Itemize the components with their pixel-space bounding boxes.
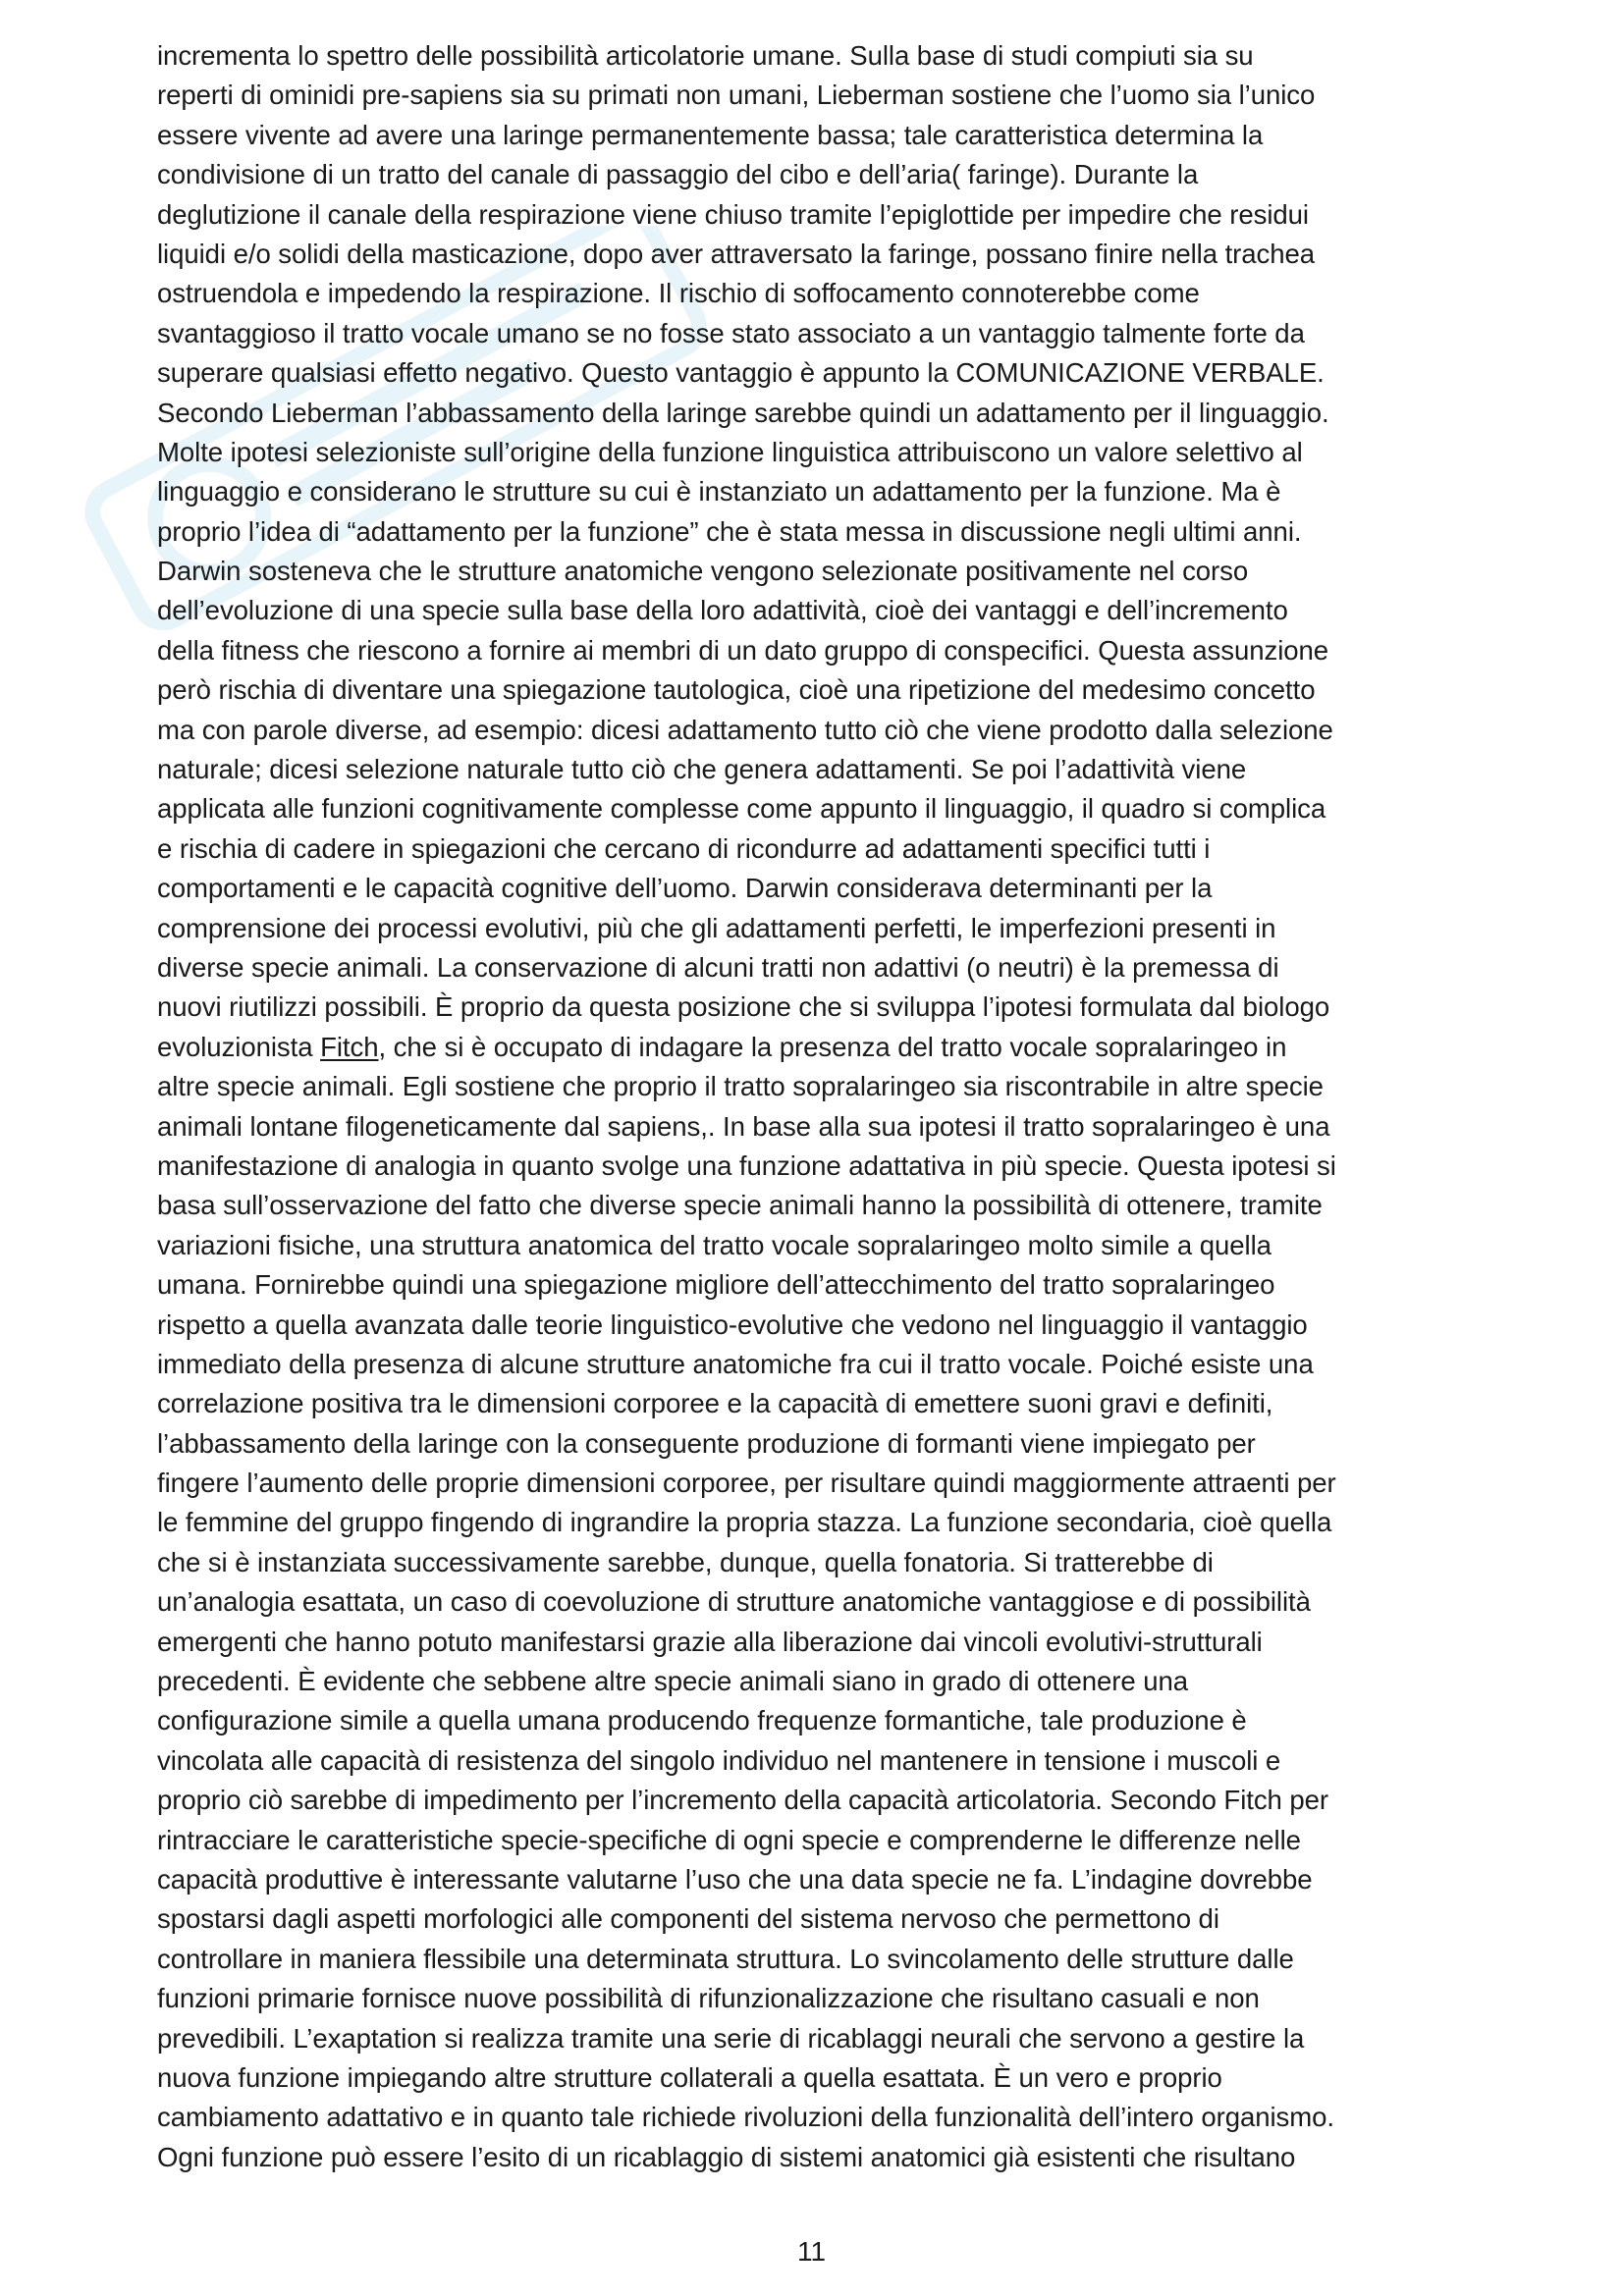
text-line: però rischia di diventare una spiegazione tautologica, cioè una ripetizione del medesimo concetto <box>157 674 1316 706</box>
text-line: dell’evoluzione di una specie sulla base della loro adattività, cioè dei vantaggi e dell’incremento <box>157 595 1288 626</box>
text-line: precedenti. È evidente che sebbene altre specie animali siano in grado di ottenere una <box>157 1666 1189 1697</box>
text-segment: evoluzionista <box>157 1031 321 1062</box>
text-line: comportamenti e le capacità cognitive dell’uomo. Darwin considerava determinanti per la <box>157 873 1213 904</box>
text-line: deglutizione il canale della respirazione viene chiuso tramite l’epiglottide per impedire che residui <box>157 198 1309 230</box>
fitch-link[interactable]: Fitch <box>320 1031 379 1062</box>
text-line: Ogni funzione può essere l’esito di un ricablaggio di sistemi anatomici già esistenti che risultano <box>157 2141 1296 2172</box>
text-line: condivisione di un tratto del canale di passaggio del cibo e dell’aria( faringe). Durante la <box>157 159 1199 190</box>
text-line: rintracciare le caratteristiche specie-specifiche di ogni specie e comprenderne le differenze nelle <box>157 1824 1301 1855</box>
text-line: Darwin sosteneva che le strutture anatomiche vengono selezionate positivamente nel corso <box>157 556 1249 587</box>
text-line: ostruendola e impedendo la respirazione. Il rischio di soffocamento connoterebbe come <box>157 278 1200 309</box>
text-line: diverse specie animali. La conservazione di alcuni tratti non adattivi (o neutri) è la premessa di <box>157 951 1279 983</box>
text-line: fingere l’aumento delle proprie dimensioni corporee, per risultare quindi maggiormente attraenti per <box>157 1468 1336 1499</box>
text-line: cambiamento adattativo e in quanto tale richiede rivoluzioni della funzionalità dell’intero organismo. <box>157 2102 1335 2133</box>
text-segment: , che si è occupato di indagare la presenza del tratto vocale sopralaringeo in <box>378 1031 1287 1062</box>
text-line: capacità produttive è interessante valutarne l’uso che una data specie ne fa. L’indagine dovrebbe <box>157 1863 1313 1895</box>
text-line: proprio l’idea di “adattamento per la funzione” che è stata messa in discussione negli ultimi anni. <box>157 515 1302 547</box>
text-line: liquidi e/o solidi della masticazione, dopo aver attraversato la faringe, possano finire nella trachea <box>157 238 1316 269</box>
text-line: linguaggio e considerano le strutture su cui è instanziato un adattamento per la funzione. Ma è <box>157 476 1281 507</box>
text-line: configurazione simile a quella umana producendo frequenze formantiche, tale produzione è <box>157 1705 1247 1736</box>
text-line: un’analogia esattata, un caso di coevoluzione di strutture anatomiche vantaggiose e di possibilità <box>157 1586 1311 1618</box>
text-line: essere vivente ad avere una laringe permanentemente bassa; tale caratteristica determina la <box>157 119 1264 150</box>
text-line: Molte ipotesi selezioniste sull’origine della funzione linguistica attribuiscono un valore selettivo al <box>157 436 1303 467</box>
text-line: basa sull’osservazione del fatto che diverse specie animali hanno la possibilità di ottenere, tramite <box>157 1190 1323 1221</box>
text-line: svantaggioso il tratto vocale umano se no fosse stato associato a un vantaggio talmente forte da <box>157 317 1305 348</box>
text-line: controllare in maniera flessibile una determinata struttura. Lo svincolamento delle strutture dalle <box>157 1943 1294 1974</box>
document-body <box>157 36 1492 2177</box>
text-line: spostarsi dagli aspetti morfologici alle componenti del sistema nervoso che permettono di <box>157 1903 1219 1935</box>
text-line: proprio ciò sarebbe di impedimento per l’incremento della capacità articolatoria. Secondo Fitch per <box>157 1785 1329 1816</box>
text-line: che si è instanziata successivamente sarebbe, dunque, quella fonatoria. Si tratterebbe di <box>157 1546 1214 1577</box>
text-line: comprensione dei processi evolutivi, più che gli adattamenti perfetti, le imperfezioni presenti in <box>157 912 1276 943</box>
text-line: prevedibili. L’exaptation si realizza tramite una serie di ricablaggi neurali che servono a gestire la <box>157 2022 1305 2054</box>
text-line: correlazione positiva tra le dimensioni corporee e la capacità di emettere suoni gravi e definiti, <box>157 1388 1273 1419</box>
text-line: le femmine del gruppo fingendo di ingrandire la propria stazza. La funzione secondaria, cioè quella <box>157 1507 1332 1538</box>
text-line: animali lontane filogeneticamente dal sapiens,. In base alla sua ipotesi il tratto sopralaringeo è una <box>157 1110 1330 1142</box>
text-line: funzioni primarie fornisce nuove possibilità di rifunzionalizzazione che risultano casuali e non <box>157 1983 1260 2014</box>
text-line: nuova funzione impiegando altre strutture collaterali a quella esattata. È un vero e proprio <box>157 2061 1222 2093</box>
text-line: nuovi riutilizzi possibili. È proprio da questa posizione che si sviluppa l’ipotesi formulata dal biologo <box>157 991 1330 1023</box>
text-line: e rischia di cadere in spiegazioni che cercano di ricondurre ad adattamenti specifici tutti i <box>157 832 1211 864</box>
page-number: 11 <box>796 2236 827 2267</box>
text-line: applicata alle funzioni cognitivamente complesse come appunto il linguaggio, il quadro si complica <box>157 793 1326 825</box>
text-line: superare qualsiasi effetto negativo. Questo vantaggio è appunto la COMUNICAZIONE VERBALE. <box>157 357 1325 389</box>
text-line: rispetto a quella avanzata dalle teorie linguistico-evolutive che vedono nel linguaggio il vantaggio <box>157 1308 1308 1340</box>
text-line: Secondo Lieberman l’abbassamento della laringe sarebbe quindi un adattamento per il linguaggio. <box>157 397 1329 428</box>
text-line: ma con parole diverse, ad esempio: dicesi adattamento tutto ciò che viene prodotto dalla selezione <box>157 714 1333 745</box>
text-line: vincolata alle capacità di resistenza del singolo individuo nel mantenere in tensione i muscoli e <box>157 1744 1281 1776</box>
text-line: manifestazione di analogia in quanto svolge una funzione adattativa in più specie. Questa ipotesi si <box>157 1149 1336 1181</box>
text-line: emergenti che hanno potuto manifestarsi grazie alla liberazione dai vincoli evolutivi-strutturali <box>157 1626 1263 1657</box>
text-line: reperti di ominidi pre-sapiens sia su primati non umani, Lieberman sostiene che l’uomo sia l’unico <box>157 80 1316 111</box>
text-line: variazioni fisiche, una struttura anatomica del tratto vocale sopralaringeo molto simile a quella <box>157 1229 1271 1260</box>
text-line <box>157 1028 1492 1067</box>
text-line: della fitness che riescono a fornire ai membri di un dato gruppo di conspecifici. Questa assunzione <box>157 634 1329 666</box>
text-line: altre specie animali. Egli sostiene che proprio il tratto sopralaringeo sia riscontrabile in altre specie <box>157 1071 1324 1102</box>
text-line: incrementa lo spettro delle possibilità articolatorie umane. Sulla base di studi compiuti sia su <box>157 40 1254 71</box>
text-line: umana. Fornirebbe quindi una spiegazione migliore dell’attecchimento del tratto sopralaringeo <box>157 1269 1275 1301</box>
text-line: naturale; dicesi selezione naturale tutto ciò che genera adattamenti. Se poi l’adattività viene <box>157 754 1247 785</box>
text-line: l’abbassamento della laringe con la conseguente produzione di formanti viene impiegato per <box>157 1427 1256 1459</box>
text-line: immediato della presenza di alcune strutture anatomiche fra cui il tratto vocale. Poiché esiste una <box>157 1348 1314 1379</box>
